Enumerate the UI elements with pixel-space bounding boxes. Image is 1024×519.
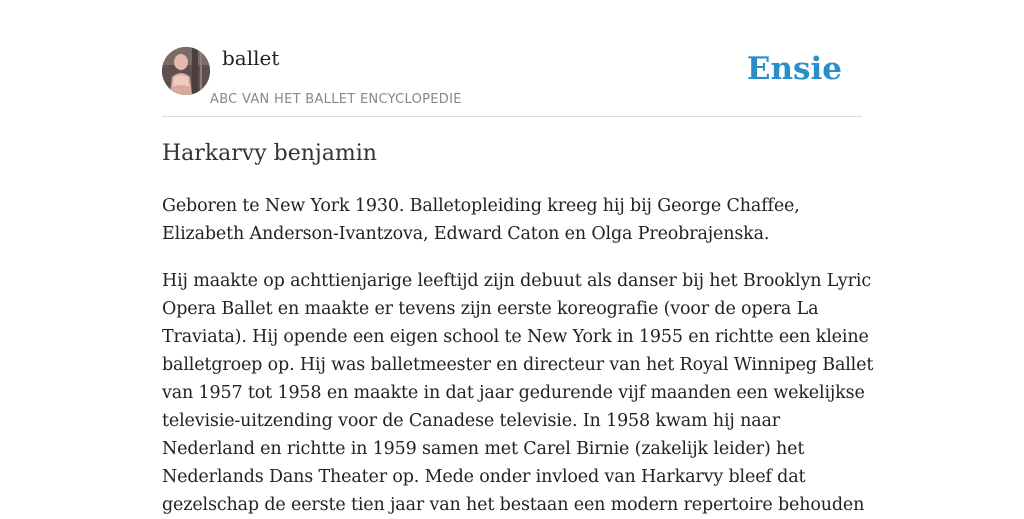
- dancer-photo-icon: [162, 47, 210, 95]
- ensie-logo[interactable]: Ensie: [746, 51, 842, 87]
- paragraph-line: Opera Ballet en maakte er tevens zijn eerste koreografie (voor de opera La: [162, 299, 819, 319]
- paragraph-line: televisie-uitzending voor de Canadese televisie. In 1958 kwam hij naar: [162, 411, 781, 431]
- paragraph-line: Elizabeth Anderson-Ivantzova, Edward Caton en Olga Preobrajenska.: [162, 224, 770, 244]
- article-paragraph: [162, 192, 862, 248]
- paragraph-line: Traviata). Hij opende een eigen school te New York in 1955 en richtte een kleine: [162, 327, 869, 347]
- paragraph-line: van 1957 tot 1958 en maakte in dat jaar gedurende vijf maanden een wekelijkse: [162, 383, 865, 403]
- dictionary-subtitle-link[interactable]: ABC VAN HET BALLET ENCYCLOPEDIE: [210, 92, 462, 107]
- page: [162, 0, 874, 515]
- paragraph-line: gezelschap de eerste tien jaar van het bestaan een modern repertoire behouden: [162, 495, 865, 515]
- dictionary-name-link[interactable]: ballet: [222, 46, 280, 70]
- paragraph-line: balletgroep op. Hij was balletmeester en directeur van het Royal Winnipeg Ballet: [162, 355, 874, 375]
- header: [162, 0, 862, 117]
- dictionary-avatar[interactable]: [162, 47, 210, 95]
- paragraph-line: Nederlands Dans Theater op. Mede onder invloed van Harkarvy bleef dat: [162, 467, 806, 487]
- article-title: Harkarvy benjamin: [162, 141, 377, 166]
- paragraph-line: Geboren te New York 1930. Balletopleiding kreeg hij bij George Chaffee,: [162, 196, 800, 216]
- paragraph-line: Nederland en richtte in 1959 samen met Carel Birnie (zakelijk leider) het: [162, 439, 805, 459]
- paragraph-line: Hij maakte op achttienjarige leeftijd zijn debuut als danser bij het Brooklyn Lyric: [162, 271, 871, 291]
- article-paragraph: [162, 267, 874, 519]
